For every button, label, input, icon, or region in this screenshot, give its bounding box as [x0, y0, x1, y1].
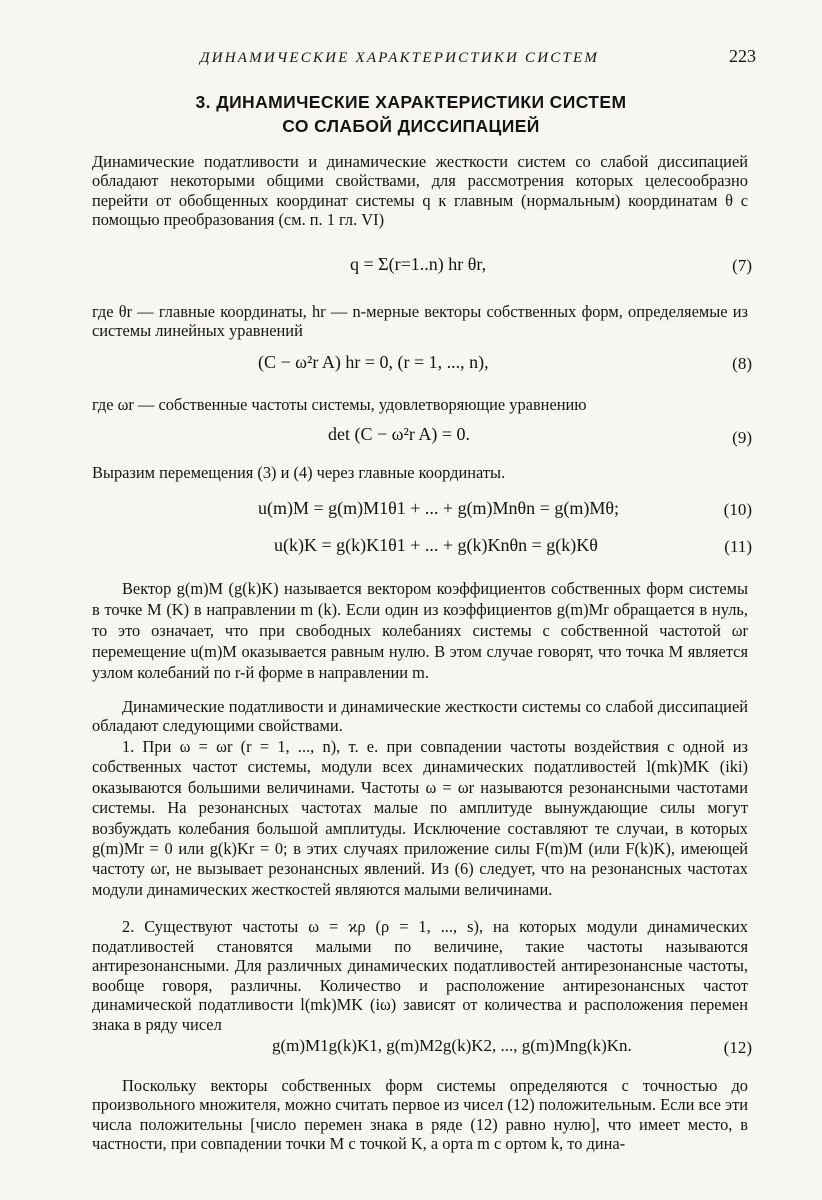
- paragraph-vector: Вектор g(m)M (g(k)K) называется вектором коэффициентов собственных форм системы в точке M (K) в направлении m (k). Если один из коэффициентов g(m)Mr обращается в нуль, то это означает, что при свободных колебаниях системы с собственной частотой ωr перемещение u(m)M оказывается равным нулю. В этом случае говорят, что точка M является узлом колебаний по r-й форме в направлении m.: [92, 579, 748, 682]
- running-header: [0, 44, 822, 74]
- equation-10-number: (10): [723, 500, 752, 519]
- equation-12-number: (12): [723, 1038, 752, 1057]
- equation-7: q = Σ(r=1..n) hr θr,: [350, 254, 487, 274]
- paragraph-properties: Динамические податливости и динамические жесткости системы со слабой диссипацией обладают следующими свойствами.: [92, 697, 748, 736]
- paragraph-item-1: 1. При ω = ωr (r = 1, ..., n), т. е. при совпадении частоты воздействия с одной из собственных частот системы, модули всех динамических податливостей l(mk)MK (iki) оказываются большими величинами. Частоты ω = ωr называются резонансными частотами системы. На резонансных частотах малые по амплитуде вынуждающие силы могут возбуждать колебания большой амплитуды. Исключение составляют те случаи, в которых g(m)Mr = 0 или g(k)Kr = 0; в этих случаях приложение силы F(m)M (или F(k)K), имеющей частоту ωr, не вызывает резонансных явлений. Из (6) следует, что на резонансных частотах модули динамических жесткостей являются малыми величинами.: [92, 737, 748, 899]
- paragraph-intro: Динамические податливости и динамические жесткости систем со слабой диссипацией обладают некоторыми общими свойствами, для рассмотрения которых целесообразно перейти от обобщенных координат системы q к главным (нормальным) координатам θ с помощью преобразования (см. п. 1 гл. VI): [92, 152, 748, 229]
- equation-10: u(m)M = g(m)M1θ1 + ... + g(m)Mnθn = g(m)Mθ;: [258, 498, 619, 518]
- paragraph-after-8: где ωr — собственные частоты системы, удовлетворяющие уравнению: [92, 395, 587, 414]
- page-number: 223: [729, 46, 756, 66]
- section-title-line1: 3. ДИНАМИЧЕСКИЕ ХАРАКТЕРИСТИКИ СИСТЕМ: [195, 92, 627, 112]
- paragraph-after-9: Выразим перемещения (3) и (4) через главные координаты.: [92, 463, 506, 482]
- equation-12: g(m)M1g(k)K1, g(m)M2g(k)K2, ..., g(m)Mng(k)Kn.: [272, 1036, 632, 1055]
- paragraph-after-7: где θr — главные координаты, hr — n-мерные векторы собственных форм, определяемые из системы линейных уравнений: [92, 302, 748, 341]
- equation-9: det (C − ω²r A) = 0.: [328, 424, 471, 444]
- equation-8-number: (8): [732, 354, 752, 373]
- equation-8: (C − ω²r A) hr = 0, (r = 1, ..., n),: [258, 352, 489, 372]
- equation-7-number: (7): [732, 256, 752, 275]
- paragraph-last: Поскольку векторы собственных форм системы определяются с точностью до произвольного множителя, можно считать первое из чисел (12) положительным. Если все эти числа положительны [число перемен знака в ряде (12) равно нулю], что имеет место, в частности, при совпадении точки M с точкой K, а орта m с ортом k, то дина-: [92, 1076, 748, 1154]
- section-title-line2: СО СЛАБОЙ ДИССИПАЦИЕЙ: [282, 116, 540, 136]
- equation-11-number: (11): [724, 537, 752, 556]
- paragraph-item-2: 2. Существуют частоты ω = ϰρ (ρ = 1, ..., s), на которых модули динамических податливостей становятся малыми по величине, такие частоты называются антирезонансными. Для различных динамических податливостей антирезонансные частоты, вообще говоря, различны. Количество и расположение антирезонансных частот динамической податливости l(mk)MK (iω) зависят от количества и расположения перемен знака в ряду чисел: [92, 917, 748, 1034]
- equation-9-number: (9): [732, 428, 752, 447]
- running-title: ДИНАМИЧЕСКИЕ ХАРАКТЕРИСТИКИ СИСТЕМ: [200, 50, 600, 66]
- equation-11: u(k)K = g(k)K1θ1 + ... + g(k)Knθn = g(k)Kθ: [274, 535, 598, 555]
